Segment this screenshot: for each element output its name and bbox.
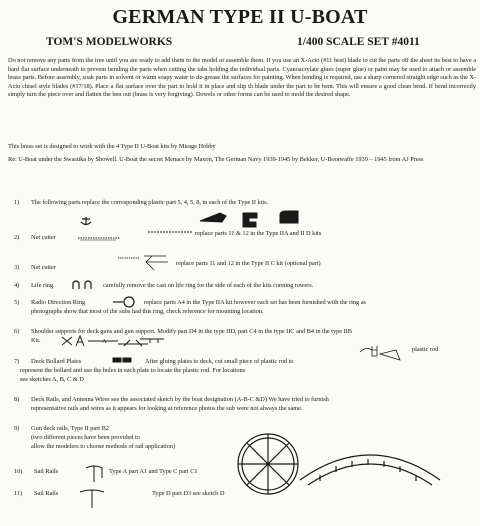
step-5-text-2: photographs show that most of the subs had this ring, check reference for mounting location. xyxy=(31,308,264,315)
step-7-text-2: represent the bollard and use the holes in each plate to locate the plastic rod. For locations xyxy=(20,367,246,374)
kit-note: This brass set is designed to work with the 4 Type II U-Boat kits by Mirage Hobby xyxy=(8,143,216,150)
gun-deck-rail-wheel xyxy=(238,434,298,494)
step-11-label: Sail Rails xyxy=(34,490,59,497)
step-2-text: replace parts 11 & 12 in the Type IIA and II D kits xyxy=(195,230,322,237)
step-6-text-2: Kit. xyxy=(31,337,41,344)
step-6-text: Shoulder supports for deck guns and gun support. Modify part D4 in the type IID, part C4 in the type IIC and B4 in the type IIB xyxy=(31,328,352,335)
scale-set-number: 1/400 SCALE SET #4011 xyxy=(297,36,420,48)
step-6-number: 6) xyxy=(14,328,20,335)
step-7-text-3: see sketches A, B, C & D xyxy=(20,376,84,383)
maker-name: TOM'S MODELWORKS xyxy=(46,36,173,48)
step-3-label: Net cutter xyxy=(31,264,56,271)
page-title: GERMAN TYPE II U-BOAT xyxy=(112,6,368,28)
sketch-a-label: A xyxy=(102,338,107,345)
step-8-text-2: representative rails and wires as it appears for looking at reference photos the sub were not always the same. xyxy=(31,405,303,412)
step-5-label: Radio Direction Ring xyxy=(31,299,86,306)
step-9-text: Gun deck rails, Type II part B2 xyxy=(31,425,109,432)
step-5-number: 5) xyxy=(14,299,20,306)
step-10-text: Type A part A1 and Type C part C1 xyxy=(109,468,198,475)
sail-rail-d-icon xyxy=(80,490,104,508)
gun-deck-rail-arc xyxy=(300,455,440,485)
step-4-number: 4) xyxy=(14,282,20,289)
shoulder-support-icon xyxy=(62,336,164,346)
step-1-number: 1) xyxy=(14,199,20,206)
step-3-text: replace parts 11 and 12 in the Type II C kit (optional part) xyxy=(176,260,321,267)
step-10-label: Sail Rails xyxy=(34,468,59,475)
step-1-text: The following parts replace the corresponding plastic part 5, 4, 5, 8, in each of the Type II kits. xyxy=(31,199,269,206)
step-3-number: 3) xyxy=(14,264,20,271)
step-7-label: Deck Bollard Plates xyxy=(31,358,82,365)
step-10-number: 10) xyxy=(14,468,23,475)
references: Re: U-Boat under the Swastika by Showell. U-Boat the secret Menace by Maxon, The German Navy 1939-1945 by Bekker, U-Bootwaffe 1939 – 1945 from AJ Press xyxy=(8,156,424,163)
plastic-rod-label: plastic rod xyxy=(412,346,439,353)
net-cutter-b-icon xyxy=(118,256,168,270)
step-2-number: 2) xyxy=(14,234,20,241)
step-4-label: Life ring xyxy=(31,282,54,289)
step-7-number: 7) xyxy=(14,358,20,365)
step-7-text: After gluing plates to deck, cut small piece of plastic rod to xyxy=(145,358,294,365)
bollard-plate-icon xyxy=(113,358,131,362)
net-cutter-a-icon xyxy=(78,238,120,240)
sail-rail-a-icon xyxy=(86,466,102,482)
step-5-text: replace parts A4 in the Type IIA kit however each set has been furnished with the ring as xyxy=(144,299,366,306)
bow-part-icon xyxy=(200,213,226,222)
step-11-number: 11) xyxy=(14,490,23,497)
step-2-label: Net cutter xyxy=(31,234,56,241)
plastic-rod-sketch xyxy=(360,346,400,360)
step-8-number: 8) xyxy=(14,396,20,403)
step-11-text: Type D part D3 see sketch D xyxy=(152,490,225,497)
step-8-text: Deck Rails, and Antenna Wires see the associated sketch by the boat designation (A-B-C &D) We have tried to furnish xyxy=(31,396,329,403)
radio-direction-ring-icon xyxy=(113,297,134,307)
intro-paragraph: Do not remove any parts from the tree until you are ready to add them to the model or assemble them. If you use an X-Acto (#11 best) blade to cut the parts off the sheet its best to have a hard flat surface underneath to prevent bending the parts when cutting the tabs holding the individual parts. Cyanoacrylate glues (super glue) or paint may be used to attach or assemble brass parts. Before assembly, soak parts in solvent or warm soapy water to de-grease the surfaces for painting. When bending is required, use a sharp cornered straight edge such as the X-Acto chisel style blades (#17/18). Place a flat surface over the part to hold it in place and slip th blade under the part to be bent. This will ensure a good clean bend. If bend incorrectly simply turn the piece over and flatten the ben out (brass is very forgiving). Dowels or other forms can be used to mold the desired shape. xyxy=(8,57,476,99)
small-anchor-part-icon xyxy=(81,217,91,225)
step-9-text-2: (two different pieces have been provided to xyxy=(31,434,140,441)
bracket-part-icon xyxy=(243,213,257,227)
step-4-text: carefully remove the cast on life ring for the side of each of the kits conning towers. xyxy=(103,282,314,289)
step-9-number: 9) xyxy=(14,425,20,432)
step-9-text-3: allow the modelers to choose methods of rail application) xyxy=(31,443,176,450)
fin-part-icon xyxy=(280,211,298,223)
life-ring-icon xyxy=(73,281,91,289)
